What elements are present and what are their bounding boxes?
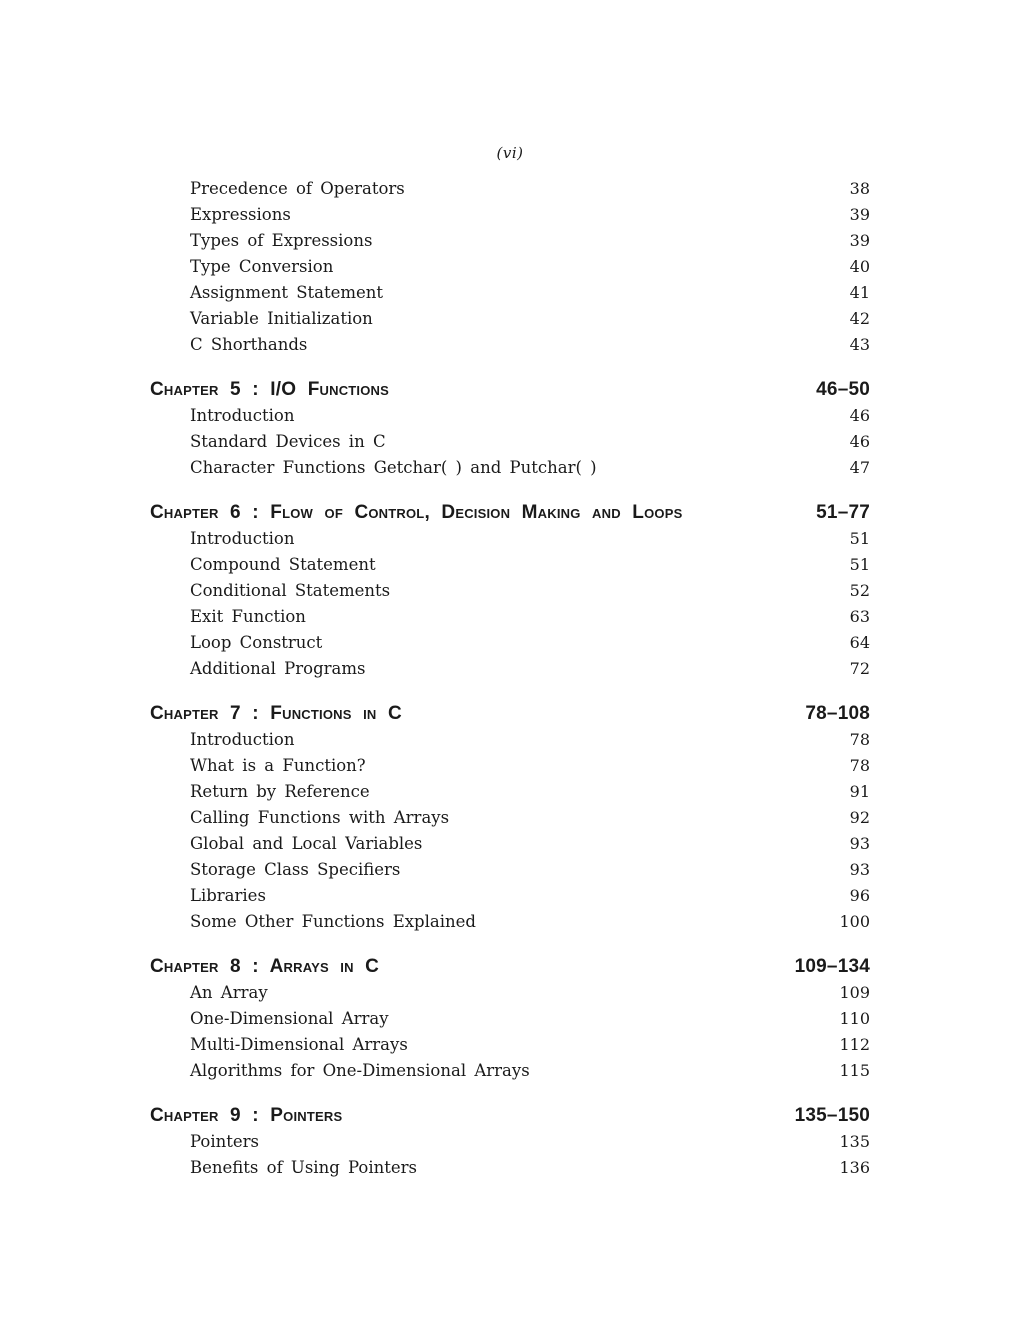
entry-title: Compound Statement <box>190 555 376 574</box>
entry-page: 135 <box>839 1132 870 1151</box>
entry-page: 78 <box>849 730 870 749</box>
chapter-pages: 46–50 <box>816 379 870 400</box>
entry-title: Multi-Dimensional Arrays <box>190 1035 408 1054</box>
entry-page: 47 <box>849 458 870 477</box>
entry-title: C Shorthands <box>190 335 308 354</box>
toc-entry <box>150 779 870 805</box>
entry-title: Libraries <box>190 886 266 905</box>
entry-title: What is a Function? <box>190 756 366 775</box>
entry-page: 93 <box>849 860 870 879</box>
toc-entry <box>150 980 870 1006</box>
page-number: (vi) <box>496 144 524 162</box>
toc-entry <box>150 909 870 935</box>
entry-page: 52 <box>849 581 870 600</box>
entry-title: One-Dimensional Array <box>190 1009 389 1028</box>
chapter-title: Chapter 6 : Flow of Control, Decision Making and Loops <box>150 502 683 523</box>
entry-title: Additional Programs <box>190 659 366 678</box>
chapter-heading <box>150 700 870 727</box>
toc-entry <box>150 306 870 332</box>
toc-entry <box>150 630 870 656</box>
entry-page: 40 <box>849 257 870 276</box>
toc-entry <box>150 1032 870 1058</box>
toc-entry <box>150 578 870 604</box>
entry-title: Pointers <box>190 1132 260 1151</box>
toc-entry <box>150 1129 870 1155</box>
entry-title: Type Conversion <box>190 257 334 276</box>
toc-entry <box>150 176 870 202</box>
entry-page: 51 <box>849 555 870 574</box>
toc-group-chapter-8 <box>150 953 870 1084</box>
toc-group-chapter-9 <box>150 1102 870 1181</box>
chapter-pages: 135–150 <box>794 1105 870 1126</box>
entry-page: 115 <box>839 1061 870 1080</box>
entry-title: Return by Reference <box>190 782 370 801</box>
chapter-pages: 78–108 <box>805 703 870 724</box>
entry-title: Calling Functions with Arrays <box>190 808 450 827</box>
toc-entry <box>150 1006 870 1032</box>
entry-title: Introduction <box>190 529 295 548</box>
entry-page: 93 <box>849 834 870 853</box>
entry-title: Algorithms for One-Dimensional Arrays <box>190 1061 530 1080</box>
entry-title: Variable Initialization <box>190 309 373 328</box>
entry-title: Precedence of Operators <box>190 179 405 198</box>
chapter-heading <box>150 376 870 403</box>
toc-entry <box>150 455 870 481</box>
chapter-title: Chapter 5 : I/O Functions <box>150 379 390 400</box>
toc-entry <box>150 202 870 228</box>
toc-entry <box>150 1155 870 1181</box>
toc-group-continued <box>150 176 870 358</box>
toc-entry <box>150 526 870 552</box>
chapter-title: Chapter 8 : Arrays in C <box>150 956 380 977</box>
toc-entry <box>150 1058 870 1084</box>
entry-page: 136 <box>839 1158 870 1177</box>
entry-page: 64 <box>849 633 870 652</box>
chapter-heading <box>150 1102 870 1129</box>
toc-entry <box>150 857 870 883</box>
entry-page: 39 <box>849 231 870 250</box>
entry-page: 46 <box>849 406 870 425</box>
entry-title: Conditional Statements <box>190 581 391 600</box>
toc-entry <box>150 280 870 306</box>
toc-entry <box>150 656 870 682</box>
chapter-title: Chapter 7 : Functions in C <box>150 703 402 724</box>
entry-title: Character Functions Getchar( ) and Putchar( ) <box>190 458 597 477</box>
entry-page: 110 <box>839 1009 870 1028</box>
entry-page: 92 <box>849 808 870 827</box>
entry-page: 38 <box>849 179 870 198</box>
entry-page: 78 <box>849 756 870 775</box>
entry-page: 42 <box>849 309 870 328</box>
entry-page: 91 <box>849 782 870 801</box>
entry-title: Types of Expressions <box>190 231 373 250</box>
entry-page: 100 <box>839 912 870 931</box>
entry-title: Some Other Functions Explained <box>190 912 476 931</box>
entry-title: Expressions <box>190 205 291 224</box>
toc-group-chapter-6 <box>150 499 870 682</box>
entry-title: Introduction <box>190 406 295 425</box>
entry-page: 112 <box>839 1035 870 1054</box>
table-of-contents <box>150 176 870 1181</box>
entry-title: Assignment Statement <box>190 283 384 302</box>
entry-title: Global and Local Variables <box>190 834 423 853</box>
entry-title: Storage Class Specifiers <box>190 860 401 879</box>
entry-page: 72 <box>849 659 870 678</box>
toc-entry <box>150 429 870 455</box>
entry-title: Benefits of Using Pointers <box>190 1158 418 1177</box>
entry-page: 51 <box>849 529 870 548</box>
toc-group-chapter-7 <box>150 700 870 935</box>
toc-entry <box>150 604 870 630</box>
toc-entry <box>150 228 870 254</box>
toc-entry <box>150 805 870 831</box>
chapter-heading <box>150 499 870 526</box>
entry-page: 63 <box>849 607 870 626</box>
toc-entry <box>150 552 870 578</box>
toc-entry <box>150 831 870 857</box>
toc-entry <box>150 727 870 753</box>
entry-page: 96 <box>849 886 870 905</box>
entry-page: 43 <box>849 335 870 354</box>
chapter-pages: 51–77 <box>816 502 870 523</box>
toc-entry <box>150 332 870 358</box>
chapter-heading <box>150 953 870 980</box>
entry-title: Exit Function <box>190 607 306 626</box>
entry-title: Standard Devices in C <box>190 432 386 451</box>
toc-entry <box>150 403 870 429</box>
entry-title: An Array <box>190 983 268 1002</box>
entry-page: 41 <box>849 283 870 302</box>
chapter-title: Chapter 9 : Pointers <box>150 1105 343 1126</box>
toc-entry <box>150 883 870 909</box>
toc-group-chapter-5 <box>150 376 870 481</box>
entry-title: Introduction <box>190 730 295 749</box>
entry-page: 109 <box>839 983 870 1002</box>
toc-entry <box>150 753 870 779</box>
toc-entry <box>150 254 870 280</box>
entry-page: 39 <box>849 205 870 224</box>
chapter-pages: 109–134 <box>794 956 870 977</box>
entry-title: Loop Construct <box>190 633 323 652</box>
entry-page: 46 <box>849 432 870 451</box>
